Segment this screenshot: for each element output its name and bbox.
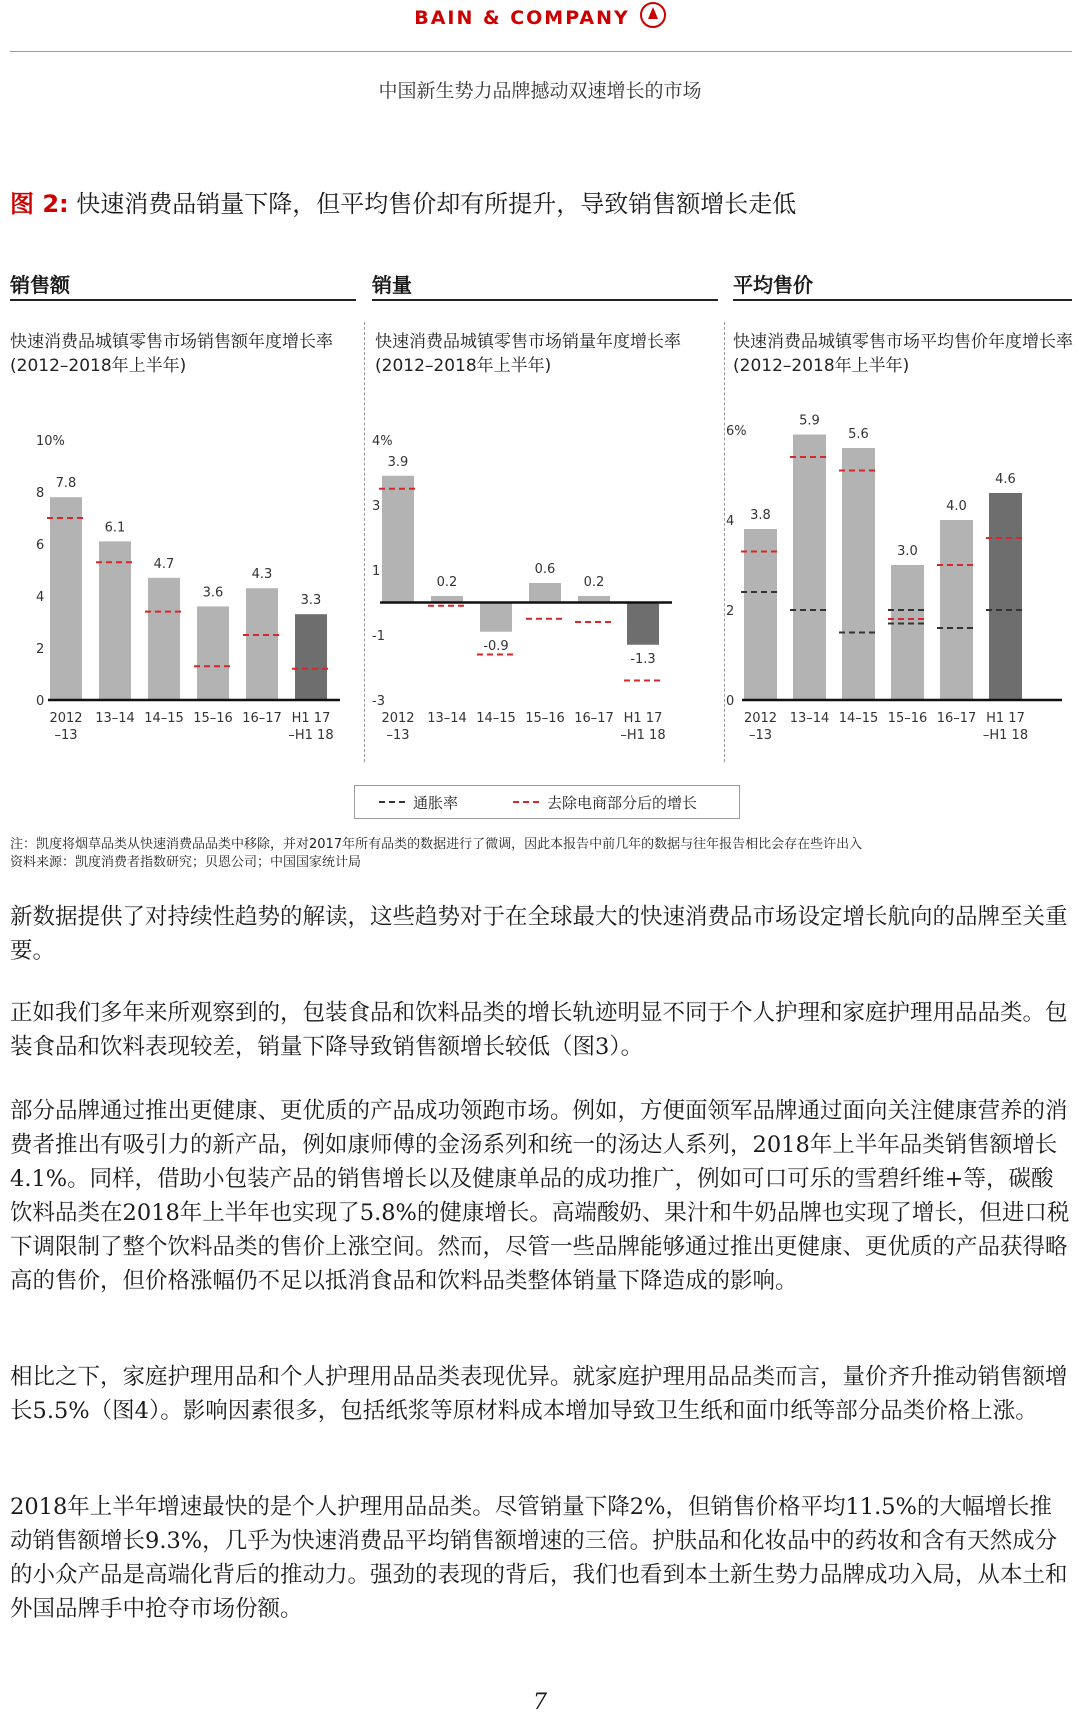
x-tick-label: 13–14 <box>789 711 830 726</box>
bar <box>940 520 973 700</box>
ex-ecommerce-line-icon <box>513 801 539 803</box>
y-tick-label: 10% <box>36 434 65 449</box>
bar <box>246 588 278 700</box>
x-tick-label: 14–15 <box>838 711 879 726</box>
data-label: 7.8 <box>55 476 77 492</box>
data-label: 3.0 <box>897 544 918 559</box>
bar <box>744 529 777 700</box>
x-tick-label: 15–16 <box>525 711 565 726</box>
y-tick-label: 8 <box>36 486 45 501</box>
volume-chart <box>366 410 726 750</box>
y-tick-label: -1 <box>372 629 385 644</box>
chart-legend <box>354 785 740 819</box>
inflation-line-icon <box>379 801 405 803</box>
panel-rule-sales <box>10 299 356 301</box>
chart-subtitle-volume: 快速消费品城镇零售市场销量年度增长率 (2012–2018年上半年) <box>375 332 681 376</box>
y-tick-label: 6 <box>36 538 45 553</box>
x-tick-label: 2012 <box>743 711 778 726</box>
x-tick-label: 16–17 <box>936 711 977 726</box>
y-tick-label: 4 <box>36 590 45 605</box>
x-tick-label: –H1 18 <box>288 728 334 743</box>
bar <box>989 493 1022 700</box>
running-title: 中国新生势力品牌撼动双速增长的市场 <box>378 80 702 102</box>
body-paragraph: 相比之下，家庭护理用品和个人护理用品品类表现优异。就家庭护理用品品类而言，量价齐升推动销售额增长5.5%（图4）。影响因素很多，包括纸浆等原材料成本增加导致卫生纸和面巾纸等部分品类价格上涨。 <box>10 1364 1068 1424</box>
panel-rule-price <box>733 299 1072 301</box>
bar <box>50 497 82 700</box>
x-tick-label: –13 <box>54 728 78 743</box>
brand-logo-text <box>0 2 1080 29</box>
data-label: 4.7 <box>153 556 175 572</box>
x-tick-label: –H1 18 <box>982 728 1029 743</box>
data-label: 0.2 <box>583 575 605 590</box>
panel-title-sales: 销售额 <box>10 273 70 297</box>
x-tick-label: 15–16 <box>887 711 928 726</box>
data-label: -0.9 <box>483 638 509 654</box>
x-tick-label: 14–15 <box>144 711 184 726</box>
y-tick-label: 2 <box>726 604 735 619</box>
x-tick-label: –13 <box>748 728 773 743</box>
page-number: 7 <box>533 1690 547 1715</box>
y-tick-label: 3 <box>372 499 381 514</box>
figure-source: 资料来源：凯度消费者指数研究；贝恩公司；中国国家统计局 <box>10 855 362 870</box>
header-divider <box>10 51 1072 52</box>
y-tick-label: 0 <box>726 694 735 709</box>
x-tick-label: 16–17 <box>242 711 282 726</box>
body-paragraph: 正如我们多年来所观察到的，包装食品和饮料品类的增长轨迹明显不同于个人护理和家庭护理用品品类。包装食品和饮料表现较差，销量下降导致销售额增长较低（图3）。 <box>10 1000 1068 1060</box>
y-tick-label: 1 <box>372 564 381 579</box>
x-tick-label: –H1 18 <box>620 728 666 743</box>
y-tick-label: 6% <box>726 424 747 439</box>
bar <box>529 583 561 603</box>
brand-name: BAIN & COMPANY <box>414 7 630 29</box>
bar <box>842 448 875 700</box>
x-tick-label: H1 17 <box>986 711 1025 726</box>
figure-notes <box>10 836 1070 872</box>
chart-subtitle-sales: 快速消费品城镇零售市场销售额年度增长率 (2012–2018年上半年) <box>10 332 333 376</box>
bar <box>382 476 414 603</box>
data-label: 5.9 <box>799 413 820 429</box>
x-tick-label: 2012 <box>49 711 83 726</box>
bar <box>627 603 659 645</box>
price-chart <box>726 410 1080 750</box>
body-paragraph: 部分品牌通过推出更健康、更优质的产品成功领跑市场。例如，方便面领军品牌通过面向关注健康营养的消费者推出有吸引力的新产品，例如康师傅的金汤系列和统一的汤达人系列，2018年上半年品类销售额增长4.1%。同样，借助小包装产品的销售增长以及健康单品的成功推广，例如可口可乐的雪碧纤维+等，碳酸饮料品类在2018年上半年也实现了5.8%的健康增长。高端酸奶、果汁和牛奶品牌也实现了增长，但进口税下调限制了整个饮料品类的售价上涨空间。然而，尽管一些品牌能够通过推出更健康、更优质的产品获得略高的售价，但价格涨幅仍不足以抵消食品和饮料品类整体销量下降造成的影响。 <box>10 1098 1070 1294</box>
sales-chart <box>0 410 370 750</box>
x-tick-label: H1 17 <box>291 711 331 726</box>
x-tick-label: 15–16 <box>193 711 233 726</box>
bain-logo-icon <box>640 2 666 28</box>
legend-ex-ecommerce <box>513 792 697 813</box>
bar <box>99 541 131 700</box>
data-label: 0.6 <box>534 562 556 577</box>
x-tick-label: 13–14 <box>427 711 467 726</box>
data-label: 4.6 <box>995 472 1016 487</box>
bar <box>480 603 512 632</box>
y-tick-label: 4 <box>726 514 735 529</box>
y-tick-label: 2 <box>36 642 45 657</box>
legend-inflation-label: 通胀率 <box>413 794 459 812</box>
legend-ex-ecommerce-label: 去除电商部分后的增长 <box>547 794 698 812</box>
panel-title-volume: 销量 <box>372 273 412 297</box>
data-label: 3.9 <box>387 454 409 470</box>
body-paragraph: 新数据提供了对持续性趋势的解读，这些趋势对于在全球最大的快速消费品市场设定增长航向的品牌至关重要。 <box>10 904 1068 964</box>
data-label: -1.3 <box>630 651 656 667</box>
panel-rule-volume <box>372 299 718 301</box>
chart-subtitle-price: 快速消费品城镇零售市场平均售价年度增长率 (2012–2018年上半年) <box>733 332 1073 376</box>
y-tick-label: 4% <box>372 434 393 449</box>
data-label: 5.6 <box>848 427 869 442</box>
x-tick-label: 2012 <box>381 711 415 726</box>
figure-note: 注：凯度将烟草品类从快速消费品品类中移除，并对2017年所有品类的数据进行了微调，因此本报告中前几年的数据与往年报告相比会存在些许出入 <box>10 837 863 852</box>
data-label: 4.3 <box>251 567 273 583</box>
y-tick-label: 0 <box>36 694 45 709</box>
x-tick-label: 16–17 <box>574 711 614 726</box>
x-tick-label: H1 17 <box>623 711 663 726</box>
x-tick-label: 14–15 <box>476 711 516 726</box>
panel-title-price: 平均售价 <box>733 273 813 297</box>
data-label: 3.8 <box>750 508 771 523</box>
figure-number: 图 2: <box>10 190 69 218</box>
x-tick-label: 13–14 <box>95 711 135 726</box>
data-label: 3.6 <box>202 585 224 601</box>
data-label: 4.0 <box>946 499 967 514</box>
bar <box>197 606 229 700</box>
data-label: 6.1 <box>104 520 126 536</box>
figure-title-text: 快速消费品销量下降，但平均售价却有所提升，导致销售额增长走低 <box>76 190 797 218</box>
x-tick-label: –13 <box>386 728 410 743</box>
bar <box>295 614 327 700</box>
bar <box>793 435 826 701</box>
legend-inflation <box>379 792 458 813</box>
data-label: 3.3 <box>300 593 322 609</box>
figure-title <box>10 184 796 219</box>
body-paragraph: 2018年上半年增速最快的是个人护理用品品类。尽管销量下降2%，但销售价格平均11.5%的大幅增长推动销售额增长9.3%，几乎为快速消费品平均销售额增速的三倍。护肤品和化妆品中的药妆和含有天然成分的小众产品是高端化背后的推动力。强劲的表现的背后，我们也看到本土新生势力品牌成功入局，从本土和外国品牌手中抢夺市场份额。 <box>10 1494 1068 1622</box>
bar <box>891 565 924 700</box>
y-tick-label: -3 <box>372 694 385 709</box>
bar <box>148 578 180 700</box>
data-label: 0.2 <box>436 575 458 590</box>
